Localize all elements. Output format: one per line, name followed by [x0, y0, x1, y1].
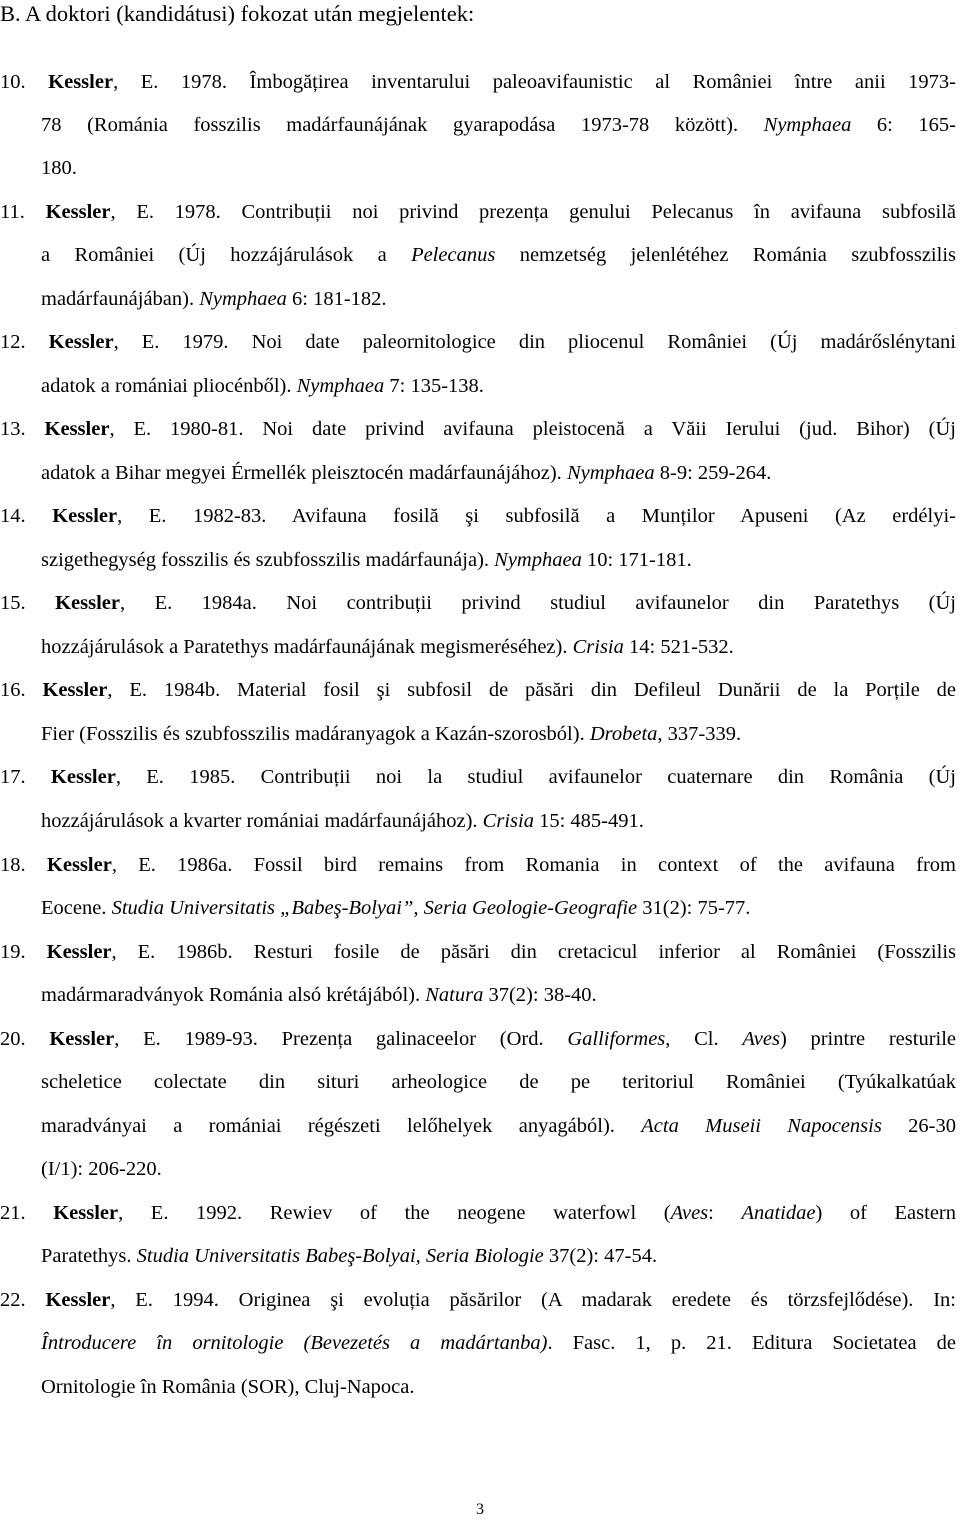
reference-text: 18. — [0, 854, 47, 876]
reference-text: madárfaunájában). — [41, 288, 200, 310]
reference-line — [0, 495, 956, 539]
reference-line — [41, 1148, 956, 1192]
author-name: Kessler — [53, 1202, 119, 1224]
journal-title: Acta Museii Napocensis — [641, 1115, 882, 1137]
reference-text: 22. — [0, 1289, 46, 1311]
reference-line — [41, 1322, 956, 1366]
reference-line — [0, 1018, 956, 1062]
reference-text: hozzájárulások a Paratethys madárfaunájának megismeréséhez). — [41, 636, 573, 658]
reference-text: , E. 1986a. Fossil bird remains from Romania in context of the avifauna from — [111, 854, 957, 876]
page-number: 3 — [476, 1501, 484, 1518]
reference-line — [41, 713, 956, 757]
journal-title: Aves — [670, 1202, 709, 1224]
reference-text: Ornitologie în România (SOR), Cluj-Napoca. — [41, 1376, 415, 1398]
reference-line — [0, 1279, 956, 1323]
reference-text: 7: 135-138. — [384, 375, 484, 397]
reference-text: 14: 521-532. — [623, 636, 734, 658]
reference-text: nemzetség jelenlétéhez Románia szubfosszilis — [495, 244, 956, 266]
reference-line — [41, 1366, 956, 1410]
reference-text: , E. 1986b. Resturi fosile de păsări din cretacicul inferior al României (Fosszilis — [111, 941, 957, 963]
author-name: Kessler — [46, 854, 112, 876]
reference-text: , E. 1978. Îmbogățirea inventarului paleoavifaunistic al României între anii 1973- — [113, 71, 956, 93]
reference-text: , E. 1979. Noi date paleornitologice din pliocenul României (Új madárőslénytani — [113, 331, 956, 353]
reference-text: , E. 1984b. Material fosil şi subfosil de păsări din Defileul Dunării de la Porțile de — [107, 679, 957, 701]
reference-line — [0, 61, 956, 105]
reference-line — [0, 844, 956, 888]
reference-text: , E. 1989-93. Prezența galinaceelor (Ord. — [114, 1028, 568, 1050]
reference-text: , 337-339. — [657, 723, 742, 745]
reference-text: , E. 1985. Contribuții noi la studiul avifaunelor cuaternare din România (Új — [115, 766, 956, 788]
journal-title: Crisia — [482, 810, 534, 832]
author-name: Kessler — [46, 941, 112, 963]
reference-line — [0, 321, 956, 365]
reference-text: , E. 1980-81. Noi date privind avifauna pleistocenă a Văii Ierului (jud. Bihor) (Új — [109, 418, 956, 440]
reference-text: , E. 1982-83. Avifauna fosilă şi subfosilă a Munților Apuseni (Az erdélyi- — [117, 505, 956, 527]
reference-text: ) of Eastern — [815, 1202, 956, 1224]
reference-text: : — [708, 1202, 742, 1224]
reference-line — [41, 147, 956, 191]
reference-text: 6: 165- — [851, 114, 956, 136]
journal-title: Drobeta — [589, 723, 658, 745]
reference-line — [41, 539, 956, 583]
author-name: Kessler — [45, 201, 111, 223]
journal-title: Nymphaea — [494, 549, 582, 571]
reference-line — [0, 756, 956, 800]
reference-line — [0, 191, 956, 235]
reference-text: 10: 171-181. — [581, 549, 692, 571]
reference-text: 10. — [0, 71, 49, 93]
author-name: Kessler — [48, 331, 114, 353]
reference-text: (I/1): 206-220. — [41, 1158, 162, 1180]
reference-text: 17. — [0, 766, 51, 788]
reference-text: , E. 1984a. Noi contribuții privind studiul avifaunelor din Paratethys (Új — [120, 592, 956, 614]
reference-text: 26-30 — [881, 1115, 956, 1137]
reference-text: 20. — [0, 1028, 50, 1050]
reference-text: 16. — [0, 679, 43, 701]
reference-text: 19. — [0, 941, 47, 963]
journal-title: Studia Universitatis Babeş-Bolyai, Seria Biologie — [136, 1245, 544, 1267]
reference-text: adatok a Bihar megyei Érmellék pleisztocén madárfaunájához). — [41, 462, 567, 484]
reference-text: 180. — [41, 157, 77, 179]
author-name: Kessler — [48, 71, 114, 93]
author-name: Kessler — [50, 766, 116, 788]
reference-text: 37(2): 47-54. — [543, 1245, 658, 1267]
reference-text: 12. — [0, 331, 49, 353]
reference-line — [41, 104, 956, 148]
reference-text: ) printre resturile — [779, 1028, 957, 1050]
reference-text: Eocene. — [41, 897, 112, 919]
author-name: Kessler — [44, 418, 110, 440]
reference-text: 15: 485-491. — [533, 810, 644, 832]
reference-line — [41, 887, 956, 931]
reference-text: 11. — [0, 201, 46, 223]
author-name: Kessler — [55, 592, 120, 614]
reference-text: . Fasc. 1, p. 21. Editura Societatea de — [547, 1332, 957, 1354]
reference-line — [41, 974, 956, 1018]
reference-line — [0, 582, 956, 626]
journal-title: Studia Universitatis „Babeş-Bolyai”, Seria Geologie-Geografie — [111, 897, 638, 919]
reference-text: Paratethys. — [41, 1245, 137, 1267]
reference-text: 8-9: 259-264. — [654, 462, 772, 484]
section-heading: B. A doktori (kandidátusi) fokozat után megjelentek: — [0, 1, 475, 26]
author-name: Kessler — [49, 1028, 115, 1050]
reference-text: , E. 1994. Originea şi evoluția păsărilor (A madarak eredete és törzsfejlődése). In: — [110, 1289, 956, 1311]
reference-line — [41, 452, 956, 496]
reference-line — [0, 931, 956, 975]
reference-text: 14. — [0, 505, 53, 527]
reference-text: scheletice colectate din situri arheologice de pe teritoriul României (Tyúkalkatúak — [41, 1071, 956, 1093]
reference-text: a României (Új hozzájárulások a — [41, 244, 412, 266]
reference-text: madármaradványok Románia alsó krétájából). — [41, 984, 426, 1006]
reference-text: adatok a romániai pliocénből). — [41, 375, 297, 397]
reference-text: 78 (Románia fosszilis madárfaunájának gyarapodása 1973-78 között). — [41, 114, 764, 136]
reference-text: 37(2): 38-40. — [483, 984, 597, 1006]
author-name: Kessler — [52, 505, 118, 527]
reference-text: Fier (Fosszilis és szubfosszilis madáranyagok a Kazán-szorosból). — [41, 723, 590, 745]
journal-title: Natura — [425, 984, 484, 1006]
reference-text: 31(2): 75-77. — [637, 897, 751, 919]
reference-text: 6: 181-182. — [286, 288, 387, 310]
journal-title: Crisia — [572, 636, 624, 658]
reference-text: hozzájárulások a kvarter romániai madárfaunájához). — [41, 810, 483, 832]
journal-title: Pelecanus — [411, 244, 496, 266]
reference-text: 13. — [0, 418, 45, 440]
reference-line — [41, 800, 956, 844]
reference-text: maradványai a romániai régészeti lelőhelyek anyagából). — [41, 1115, 642, 1137]
reference-line — [41, 278, 956, 322]
reference-line — [41, 1235, 956, 1279]
journal-title: Nymphaea — [566, 462, 655, 484]
reference-line — [41, 1061, 956, 1105]
reference-text: , E. 1978. Contribuții noi privind prezența genului Pelecanus în avifauna subfosilă — [110, 201, 956, 223]
author-name: Kessler — [42, 679, 108, 701]
reference-text: 21. — [0, 1202, 54, 1224]
journal-title: Întroducere în ornitologie (Bevezetés a madártanba) — [41, 1332, 548, 1354]
reference-line — [41, 234, 956, 278]
journal-title: Anatidae — [741, 1202, 816, 1224]
reference-line — [0, 669, 956, 713]
journal-title: Nymphaea — [763, 114, 852, 136]
journal-title: Galliformes — [567, 1028, 666, 1050]
reference-line — [41, 365, 956, 409]
journal-title: Nymphaea — [199, 288, 287, 310]
reference-line — [41, 1105, 956, 1149]
reference-line — [41, 626, 956, 670]
reference-text: , E. 1992. Rewiev of the neogene waterfowl ( — [118, 1202, 671, 1224]
reference-text: , Cl. — [665, 1028, 743, 1050]
journal-title: Aves — [742, 1028, 780, 1050]
journal-title: Nymphaea — [296, 375, 385, 397]
reference-line — [0, 1192, 956, 1236]
reference-line — [0, 408, 956, 452]
author-name: Kessler — [45, 1289, 111, 1311]
reference-text: szigethegység fosszilis és szubfosszilis madárfaunája). — [41, 549, 495, 571]
reference-text: 15. — [0, 592, 56, 614]
